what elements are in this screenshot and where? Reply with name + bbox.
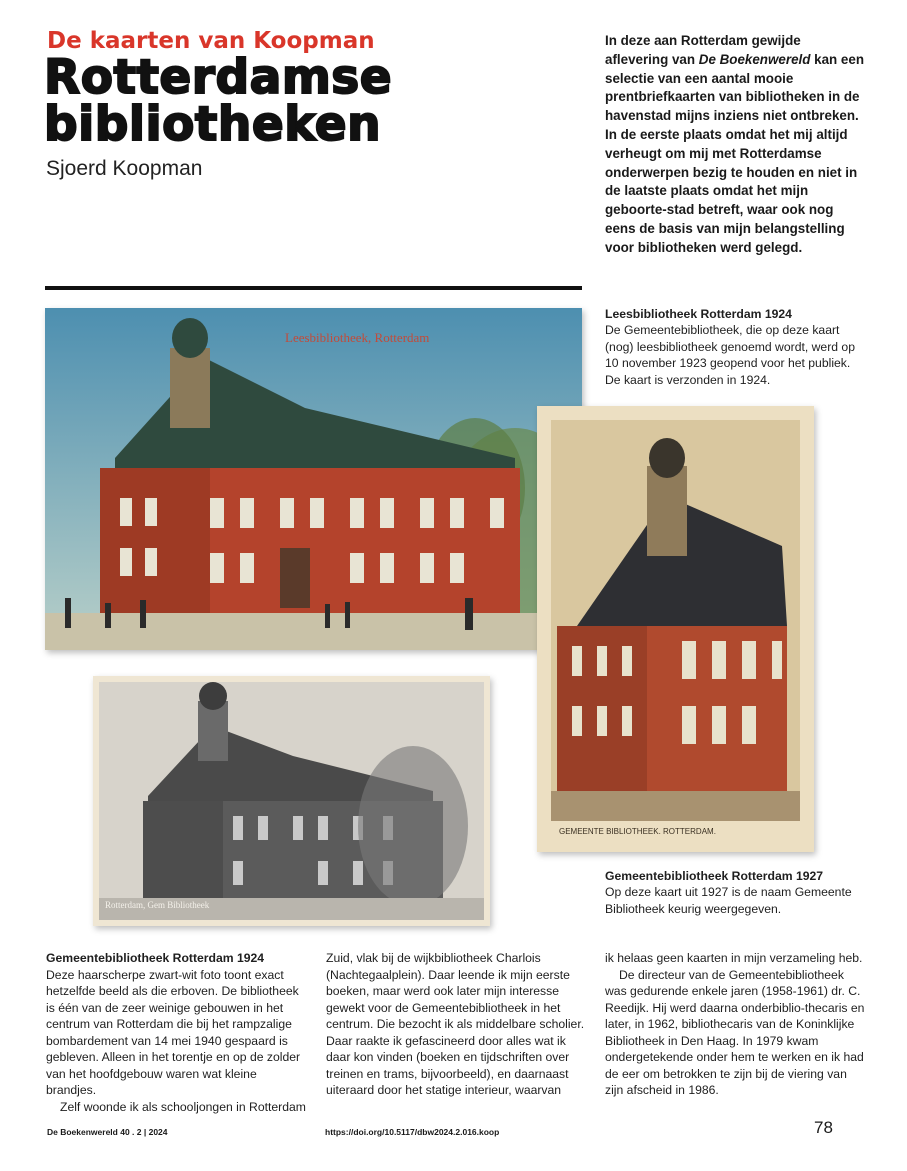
- col1-paragraph-1: Deze haarscherpe zwart-wit foto toont exact hetzelfde beeld als die erboven. De bibliotheek is één van de zeer weinige gebouwen in het centrum van Rotterdam die bij het rampzalige bombardement van 14 mei 1940 gespaard is gebleven. Alleen in het torentje en op de zolder van het hoofdgebouw waren wat kleine brandjes.: [46, 967, 301, 1097]
- article-title-line-1: Rotterdamse: [44, 50, 393, 105]
- caption-gemeentebibliotheek-1927: [605, 868, 867, 917]
- author-name: Sjoerd Koopman: [46, 157, 203, 180]
- body-column-3: [605, 950, 867, 1099]
- body-column-1: [46, 950, 308, 1115]
- caption-leesbibliotheek: [605, 306, 867, 388]
- page-number: 78: [814, 1118, 833, 1137]
- col3-paragraph-1: ik helaas geen kaarten in mijn verzameling heb.: [605, 951, 863, 965]
- postcard-gemeentebibliotheek-1924: [93, 676, 490, 926]
- postcard-1-caption: Leesbibliotheek, Rotterdam: [285, 330, 430, 345]
- postcard-gemeentebibliotheek-1927: [537, 406, 814, 852]
- doi-link[interactable]: https://doi.org/10.5117/dbw2024.2.016.koop: [325, 1127, 500, 1137]
- postcard-2-caption: GEMEENTE BIBLIOTHEEK. ROTTERDAM.: [559, 827, 716, 836]
- journal-citation: De Boekenwereld 40 . 2 | 2024: [47, 1127, 168, 1137]
- article-title-line-2: bibliotheken: [44, 97, 382, 152]
- col1-heading: Gemeentebibliotheek Rotterdam 1924: [46, 951, 265, 965]
- col1-paragraph-2: Zelf woonde ik als schooljongen in Rotterdam: [60, 1099, 306, 1114]
- intro-emphasis: De Boekenwereld: [698, 51, 811, 67]
- intro-text-1: In deze aan Rotterdam gewijde aflevering van: [605, 33, 801, 67]
- caption-2-text: Op deze kaart uit 1927 is de naam Gemeente Bibliotheek keurig weergegeven.: [605, 885, 852, 916]
- article-title: [44, 50, 393, 152]
- col2-paragraph-1: Zuid, vlak bij de wijkbibliotheek Charlois (Nachtegaalplein). Daar leende ik mijn eerste boeken, maar werd ook later mijn interesse gewekt voor de Gemeentebibliotheek in het centrum. Die bezocht ik als middelbare scholier. Daar raakte ik gefascineerd door alles wat ik daar kon vinden (boeken en tijdschriften over treinen en trams, bijvoorbeeld), en daarnaast uiteraard door het statige interieur, waarvan: [326, 951, 585, 1097]
- caption-1-text: De Gemeentebibliotheek, die op deze kaart (nog) leesbibliotheek genoemd wordt, werd op 10 november 1923 geopend voor het publiek. De kaart is verzonden in 1924.: [605, 323, 855, 387]
- caption-1-title: Leesbibliotheek Rotterdam 1924: [605, 307, 792, 321]
- col3-paragraph-2: De directeur van de Gemeentebibliotheek was gedurende enkele jaren (1958-1961) dr. C. Reedijk. Hij werd daarna onderbiblio-thecaris en later, in 1962, bibliothecaris van de Koninklijke Bibliotheek in Den Haag. In 1979 kwam ondergetekende onder hem te werken en ik had de eer om betrokken te zijn bij de viering van zijn afscheid in 1986.: [605, 967, 865, 1097]
- series-title: De kaarten van Koopman: [47, 28, 375, 54]
- section-divider: [45, 286, 582, 290]
- caption-2-title: Gemeentebibliotheek Rotterdam 1927: [605, 869, 824, 883]
- postcard-leesbibliotheek-1924: [45, 308, 582, 650]
- body-column-2: [326, 950, 588, 1099]
- postcard-3-caption: Rotterdam, Gem Bibliotheek: [105, 900, 210, 910]
- intro-text-2: kan een selectie van een aantal mooie prentbriefkaarten van bibliotheken in de havenstad mijns inziens niet ontbreken. In de eerste plaats omdat het mij altijd verheugt om mij met Rotterdamse onderwerpen bezig te houden en niet in de laatste plaats omdat het mijn geboorte-stad betreft, waar ook nog eens de basis van mijn belangstelling voor bibliotheken werd gelegd.: [605, 51, 865, 255]
- intro-paragraph: [605, 32, 867, 258]
